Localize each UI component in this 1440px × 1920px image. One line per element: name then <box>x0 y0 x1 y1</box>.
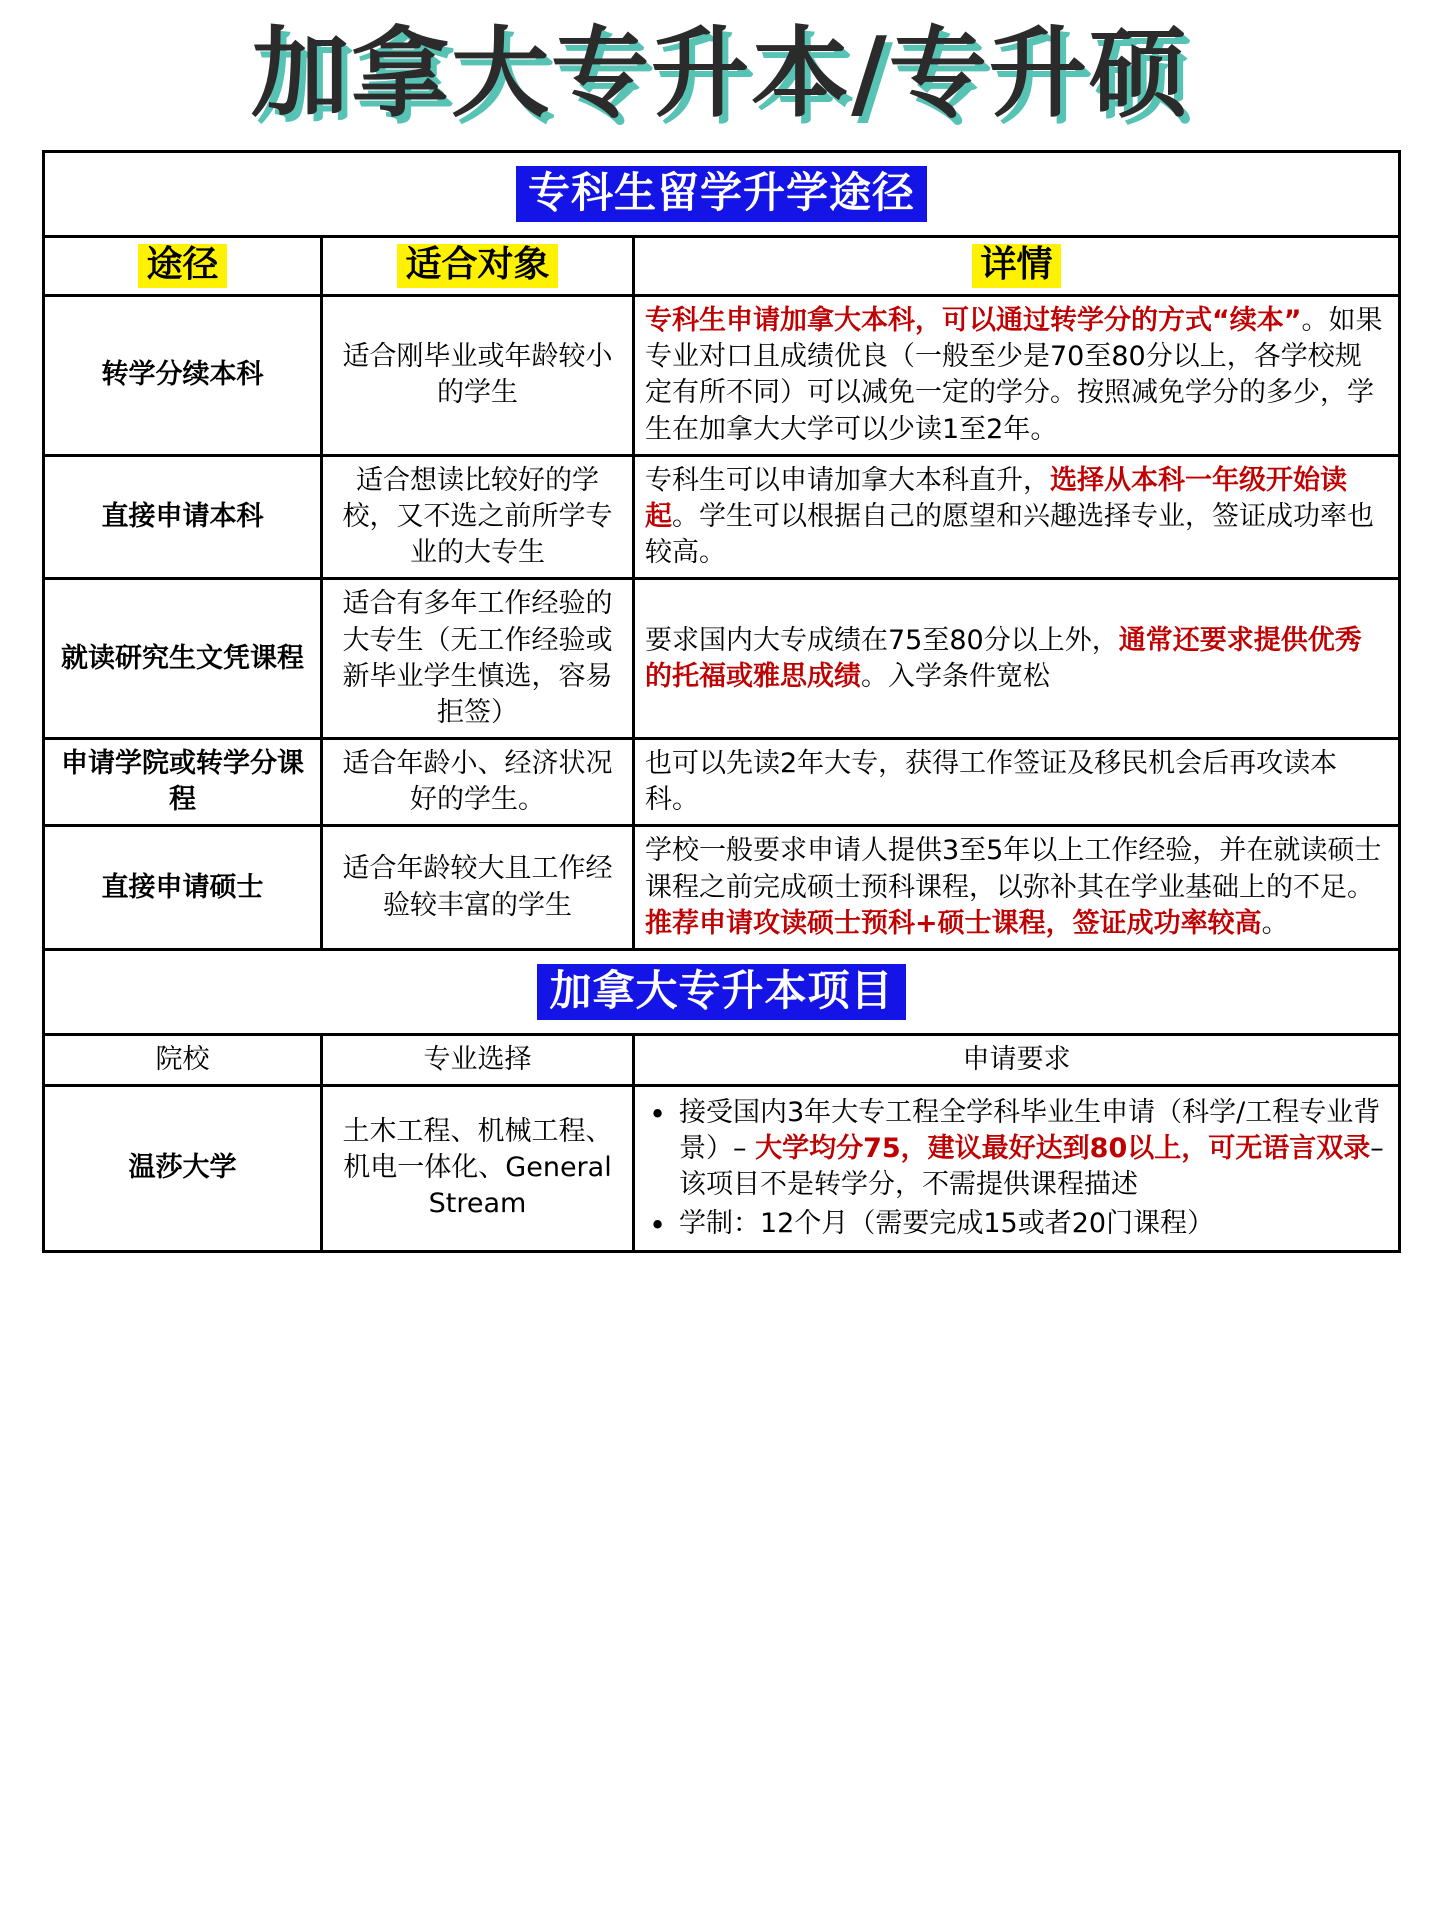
text-run-normal: 。 <box>1261 907 1289 939</box>
header-requirement: 申请要求 <box>634 1034 1400 1085</box>
section2-banner-cell <box>44 949 1400 1034</box>
route-target: 适合年龄较大且工作经验较丰富的学生 <box>322 826 634 950</box>
section2-banner-label: 加拿大专升本项目 <box>537 964 905 1020</box>
text-run-normal: 要求国内大专成绩在75至80分以上外， <box>645 624 1119 656</box>
route-name: 直接申请硕士 <box>44 826 322 950</box>
section1-header-row <box>44 236 1400 295</box>
header-detail-label: 详情 <box>972 244 1060 288</box>
route-detail <box>634 455 1400 579</box>
text-run-normal: 。学生可以根据自己的愿望和兴趣选择专业，签证成功率也较高。 <box>645 501 1374 569</box>
route-name: 转学分续本科 <box>44 296 322 456</box>
route-target: 适合想读比较好的学校，又不选之前所学专业的大专生 <box>322 455 634 579</box>
table-row <box>44 739 1400 826</box>
text-run-emphasis: 选择从本科一年级开始读起 <box>645 464 1347 532</box>
text-run-emphasis: 大学均分75，建议最好达到80以上，可无语言双录 <box>755 1133 1371 1165</box>
list-item <box>645 1206 1388 1242</box>
list-item <box>645 1095 1388 1204</box>
text-run-normal: 学制：12个月（需要完成15或者20门课程） <box>679 1207 1215 1239</box>
header-route <box>44 236 322 295</box>
text-run-normal: 专科生可以申请加拿大本科直升， <box>645 464 1050 496</box>
route-detail <box>634 579 1400 739</box>
section2-banner-row <box>44 949 1400 1034</box>
text-run-normal: 也可以先读2年大专，获得工作签证及移民机会后再攻读本科。 <box>645 748 1338 816</box>
text-run-emphasis: 推荐申请攻读硕士预科+硕士课程，签证成功率较高 <box>645 907 1262 939</box>
text-run-emphasis: 通常还要求提供优秀的托福或雅思成绩 <box>645 624 1362 692</box>
section1-banner-row <box>44 151 1400 236</box>
table-row <box>44 455 1400 579</box>
table-row <box>44 579 1400 739</box>
text-run-normal: 。如果专业对口且成绩优良（一般至少是70至80分以上，各学校规定有所不同）可以减免一定的学分。按照减免学分的多少，学生在加拿大大学可以少读1至2年。 <box>645 305 1383 445</box>
route-name: 就读研究生文凭课程 <box>44 579 322 739</box>
text-run-emphasis: 专科生申请加拿大本科，可以通过转学分的方式“续本” <box>645 305 1302 337</box>
table-row <box>44 1086 1400 1252</box>
page-title: 加拿大专升本/专升硕 <box>251 17 1189 131</box>
section2-header-row <box>44 1034 1400 1085</box>
table-row <box>44 826 1400 950</box>
route-detail <box>634 826 1400 950</box>
school-requirements <box>634 1086 1400 1252</box>
section1-banner-cell <box>44 151 1400 236</box>
route-detail <box>634 296 1400 456</box>
route-detail <box>634 739 1400 826</box>
page-title-wrap <box>0 0 1440 136</box>
section1-banner-label: 专科生留学升学途径 <box>516 166 927 222</box>
route-target: 适合有多年工作经验的大专生（无工作经验或新毕业学生慎选，容易拒签） <box>322 579 634 739</box>
route-target: 适合年龄小、经济状况好的学生。 <box>322 739 634 826</box>
school-name: 温莎大学 <box>44 1086 322 1252</box>
text-run-normal: – 该项目不是转学分，不需提供课程描述 <box>679 1133 1384 1201</box>
pathways-table <box>42 150 1401 1253</box>
table-row <box>44 296 1400 456</box>
school-majors: 土木工程、机械工程、机电一体化、General Stream <box>322 1086 634 1252</box>
route-name: 直接申请本科 <box>44 455 322 579</box>
header-school: 院校 <box>44 1034 322 1085</box>
header-route-label: 途径 <box>138 244 226 288</box>
text-run-normal: 接受国内3年大专工程全学科毕业生申请（科学/工程专业背景）– <box>679 1097 1381 1165</box>
text-run-normal: 。入学条件宽松 <box>861 660 1050 692</box>
header-detail <box>634 236 1400 295</box>
route-name: 申请学院或转学分课程 <box>44 739 322 826</box>
text-run-normal: 学校一般要求申请人提供3至5年以上工作经验，并在就读硕士课程之前完成硕士预科课程，以弥补其在学业基础上的不足。 <box>645 835 1382 903</box>
header-target <box>322 236 634 295</box>
route-target: 适合刚毕业或年龄较小的学生 <box>322 296 634 456</box>
header-target-label: 适合对象 <box>397 244 557 288</box>
header-major: 专业选择 <box>322 1034 634 1085</box>
